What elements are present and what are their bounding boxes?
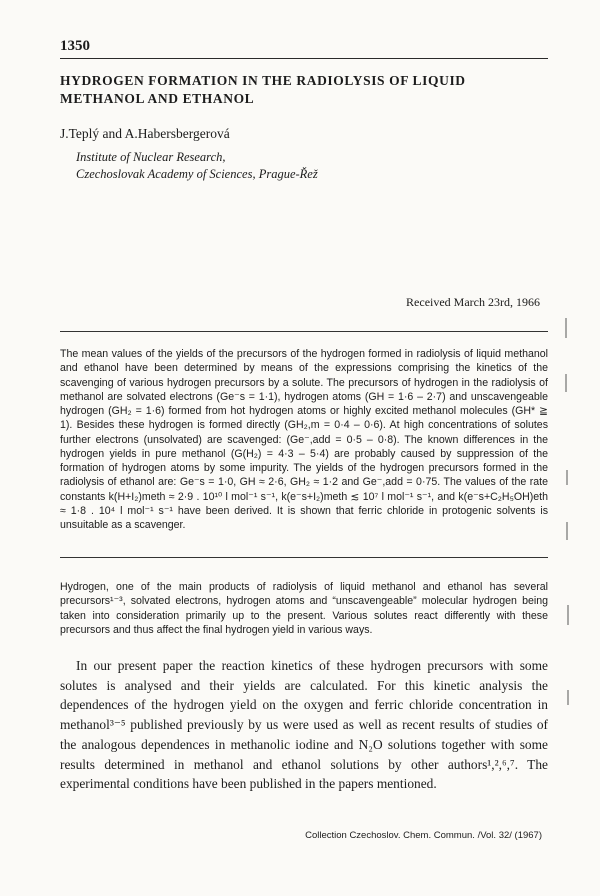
authors: J.Teplý and A.Habersbergerová (60, 126, 230, 141)
body-paragraph: In our present paper the reaction kinetics of these hydrogen precursors with some solutes is analysed and their yields are calculated. For this kinetic analysis the dependences of the hydrogen yield on the oxygen and ferric chloride concentration in methanol³⁻⁵ published previously by us were used as well as recent results of studies of the analogous dependences in methanolic iodine and N₂O solutions together with some results determined in methanol and ethanol solutions by other authors¹,²,⁶,⁷. The experimental conditions have been published in the papers mentioned. (60, 658, 548, 792)
header-rule (60, 58, 548, 59)
affiliation-institute: Institute of Nuclear Research, (76, 150, 226, 164)
journal-footer: Collection Czechoslov. Chem. Commun. /Vol. 32/ (1967) (305, 830, 542, 841)
received-date: Received March 23rd, 1966 (406, 295, 540, 309)
affiliation-academy: Czechoslovak Academy of Sciences, Prague-Řež (76, 167, 318, 181)
abstract-rule-bottom (60, 557, 548, 558)
affiliation (76, 149, 318, 183)
introduction-paragraph: Hydrogen, one of the main products of radiolysis of liquid methanol and ethanol has several precursors¹⁻³, solvated electrons, hydrogen atoms and “unscavengeable” molecular hydrogen being taken into consideration primarily up to the present. Various solutes react differently with these precursors and thus affect the final hydrogen yield in various ways. (60, 581, 548, 636)
abstract: The mean values of the yields of the precursors of the hydrogen formed in radiolysis of liquid methanol and ethanol have been determined by means of the expressions comprising the kinetics of the scavenging of various hydrogen precursors by a solute. The precursors of hydrogen in the radiolysis of methanol are solvated electrons (Ge⁻s = 1·1), hydrogen atoms (GH = 1·6 – 2·7) and unscavengeable hydrogen (GH₂ = 1·6) formed from hot hydrogen atoms or highly excited methanol molecules (GH* ≧ 1). Besides these hydrogen is formed directly (GH₂,m = 0·4 – 0·6). At high concentrations of solutes further electrons (unsolvated) are scavenged: (Ge⁻,add = 0·5 – 0·8). The known differences in the hydrogen yields in pure methanol (G(H₂) = 4·3 – 5·4) are probably caused by suppression of the formation of hydrogen atoms by some impurity. The yields of the hydrogen precursors formed in the radiolysis of ethanol are: Ge⁻s = 1·0, GH ≈ 2·6, GH₂ ≈ 1·2 and Ge⁻,add = 0·75. The values of the rate constants k(H+I₂)meth ≈ 2·9 . 10¹⁰ l mol⁻¹ s⁻¹, k(e⁻s+I₂)meth ≲ 10⁷ l mol⁻¹ s⁻¹, and k(e⁻s+C₂H₅OH)eth ≈ 1·8 . 10⁴ l mol⁻¹ s⁻¹ have been derived. It is shown that ferric chloride in protogenic solvents is unsuitable as a scavenger. (60, 348, 548, 531)
article-title: HYDROGEN FORMATION IN THE RADIOLYSIS OF LIQUID METHANOL AND ETHANOL (60, 73, 466, 106)
page-number: 1350 (60, 38, 90, 54)
abstract-rule-top (60, 331, 548, 332)
